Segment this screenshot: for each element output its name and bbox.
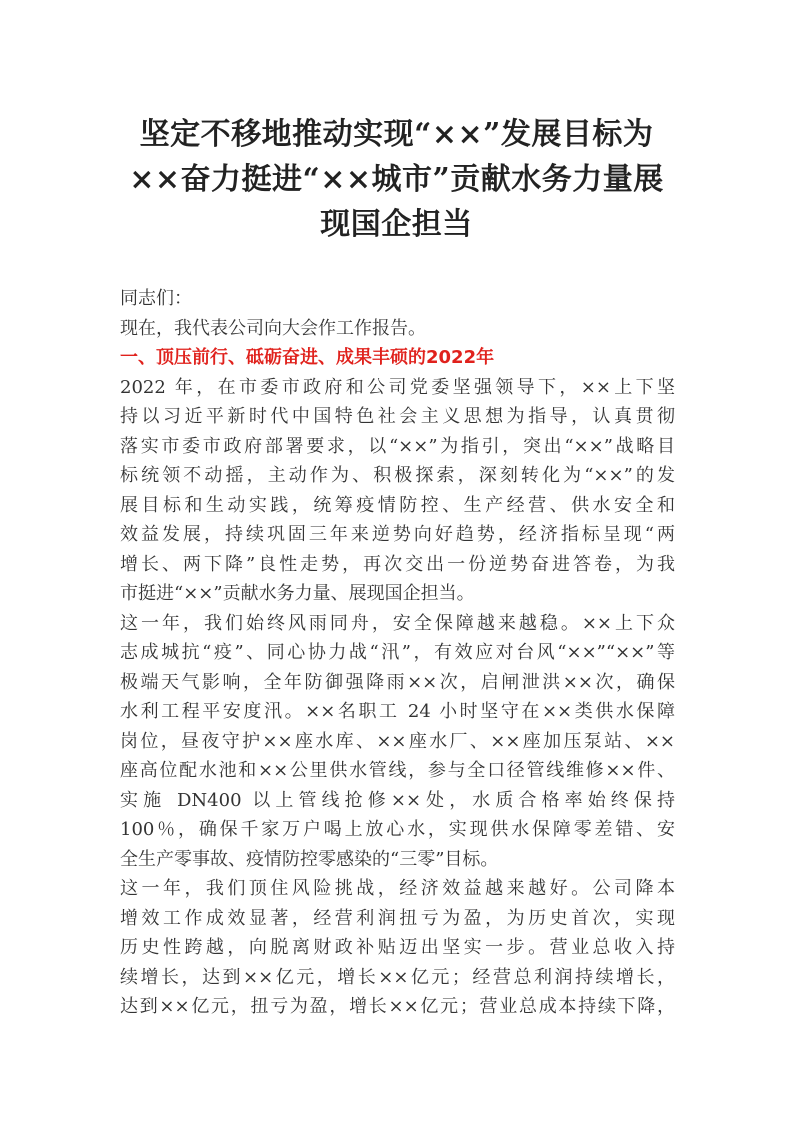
title-line: 坚定不移地推动实现“××”发展目标为 xyxy=(139,117,654,152)
section-heading: 一、顶压前行、砥砺奋进、成果丰硕的2022年 xyxy=(120,347,495,368)
paragraph-line: 标统领不动摇，主动作为、积极探索，深刻转化为“××”的发 xyxy=(120,465,675,486)
paragraph-line: 历史性跨越，向脱离财政补贴迈出坚实一步。营业总收入持 xyxy=(120,937,675,958)
paragraph-line: 增效工作成效显著，经营利润扭亏为盈，为历史首次，实现 xyxy=(120,907,675,929)
paragraph-line: 岗位，昼夜守护××座水库、××座水厂、××座加压泵站、×× xyxy=(120,730,675,752)
paragraph-line: 落实市委市政府部署要求，以“××”为指引，突出“××”战略目 xyxy=(120,435,675,457)
paragraph-line: 实施 DN400 以上管线抢修××处，水质合格率始终保持 xyxy=(120,789,675,811)
paragraph-line: 这一年，我们始终风雨同舟，安全保障越来越稳。××上下众 xyxy=(120,612,675,634)
title-line: 现国企担当 xyxy=(320,207,473,242)
paragraph-line: 极端天气影响，全年防御强降雨××次，启闸泄洪××次，确保 xyxy=(120,671,675,693)
paragraph-line: 水利工程平安度汛。××名职工 24 小时坚守在××类供水保障 xyxy=(120,701,675,722)
paragraph-line: 市挺进“××”贡献水务力量、展现国企担当。 xyxy=(120,583,475,604)
salutation: 同志们： xyxy=(120,288,192,309)
paragraph-line: 达到××亿元，扭亏为盈，增长××亿元；营业总成本持续下降， xyxy=(120,996,675,1017)
paragraph-line: 座高位配水池和××公里供水管线，参与全口径管线维修××件、 xyxy=(120,760,675,781)
title-line: ××奋力挺进“××城市”贡献水务力量展 xyxy=(129,162,664,197)
paragraph-line: 展目标和生动实践，统筹疫情防控、生产经营、供水安全和 xyxy=(120,494,675,516)
paragraph-line: 全生产零事故、疫情防控零感染的“三零”目标。 xyxy=(120,848,499,870)
paragraph-line: 2022 年，在市委市政府和公司党委坚强领导下，××上下坚 xyxy=(120,376,675,398)
paragraph-line: 100％，确保千家万户喝上放心水，实现供水保障零差错、安 xyxy=(120,819,675,840)
paragraph-2 xyxy=(120,609,675,875)
intro-paragraph: 现在，我代表公司向大会作工作报告。 xyxy=(120,317,426,339)
paragraph-1 xyxy=(120,373,675,609)
paragraph-line: 持以习近平新时代中国特色社会主义思想为指导，认真贯彻 xyxy=(120,406,675,427)
paragraph-line: 续增长，达到××亿元，增长××亿元；经营总利润持续增长， xyxy=(120,966,675,988)
document-title xyxy=(110,112,683,247)
paragraph-3 xyxy=(120,874,675,1022)
paragraph-line: 志成城抗“疫”、同心协力战“汛”，有效应对台风“××”“××”等 xyxy=(120,642,675,663)
document-body xyxy=(120,284,675,1022)
paragraph-line: 增长、两下降”良性走势，再次交出一份逆势奋进答卷，为我 xyxy=(120,553,675,575)
paragraph-line: 这一年，我们顶住风险挑战，经济效益越来越好。公司降本 xyxy=(120,878,675,899)
paragraph-line: 效益发展，持续巩固三年来逆势向好趋势，经济指标呈现“两 xyxy=(120,524,675,545)
